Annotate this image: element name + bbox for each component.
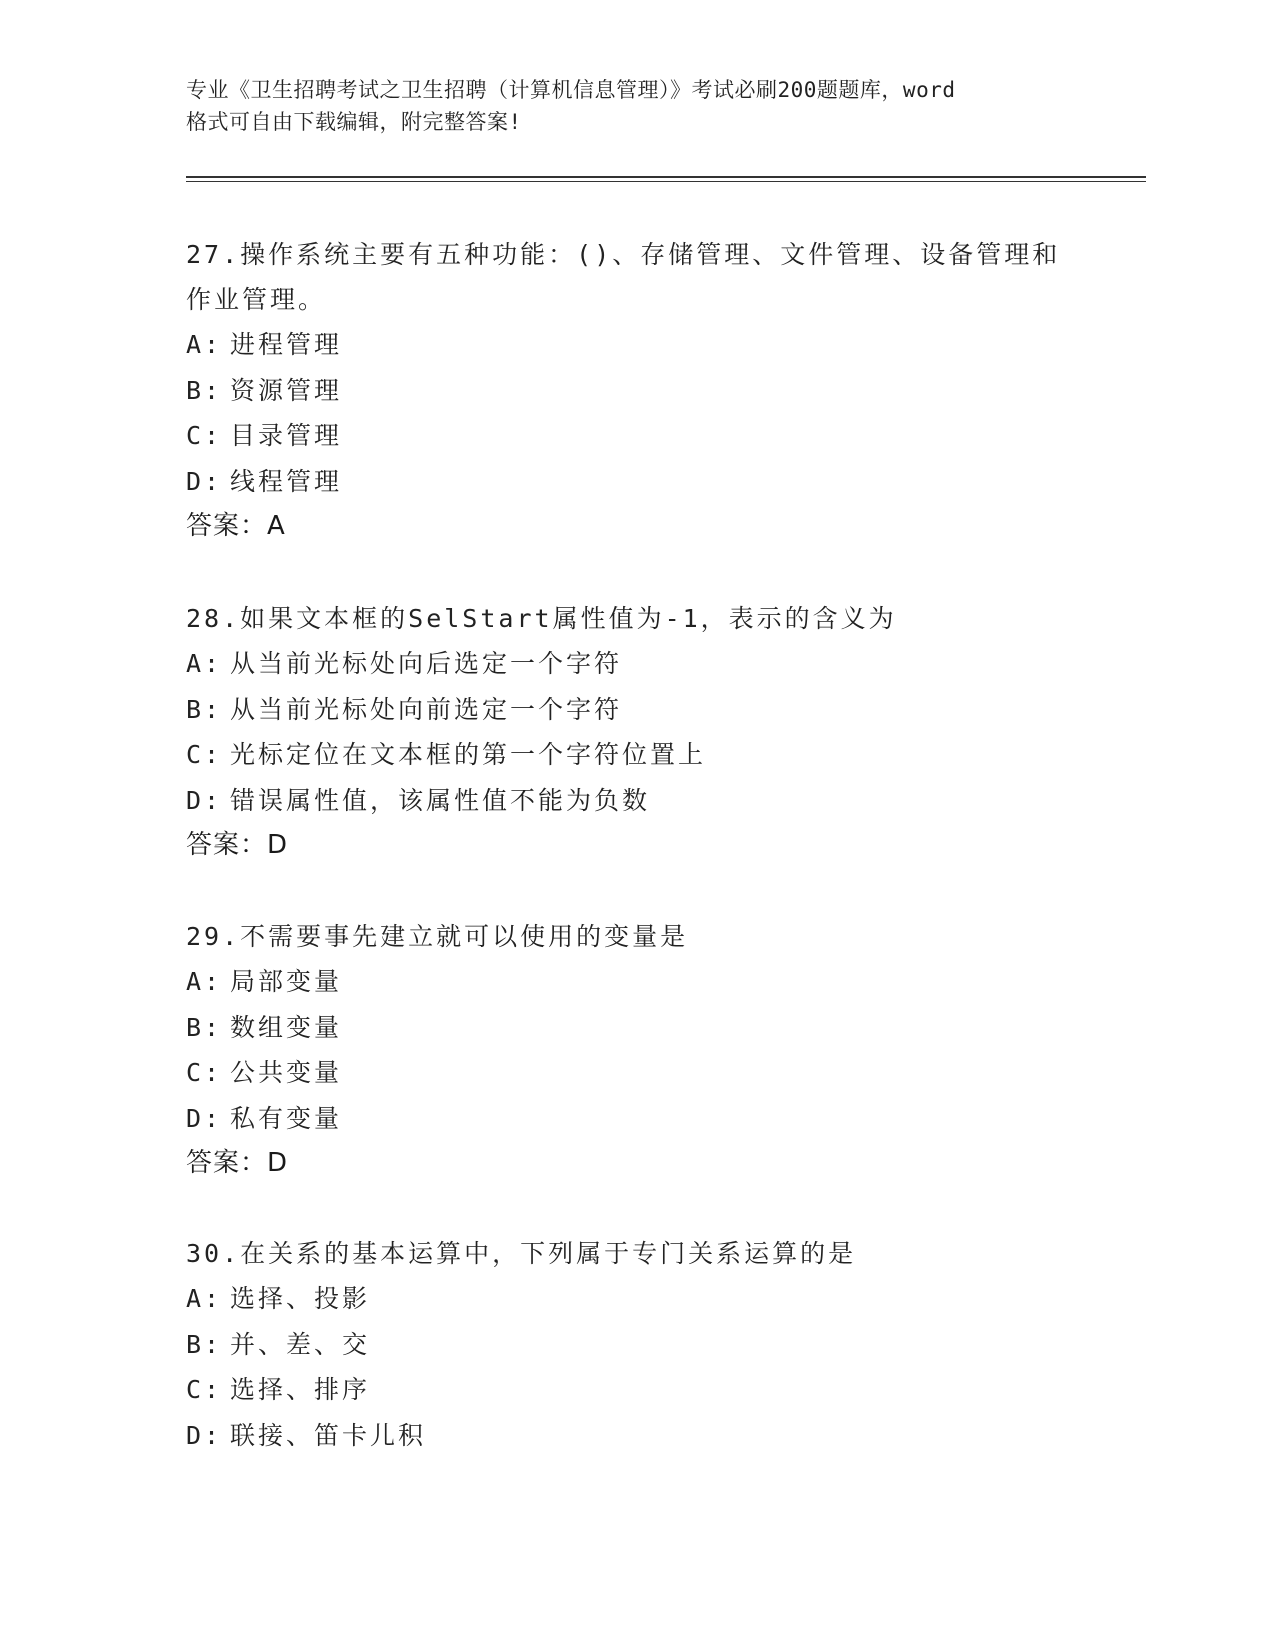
option-text: 选择、投影 bbox=[230, 1284, 371, 1313]
option-c bbox=[186, 413, 1086, 459]
option-c bbox=[186, 1050, 1086, 1096]
option-letter: A: bbox=[186, 330, 223, 359]
question-stem: 28.如果文本框的SelStart属性值为-1，表示的含义为 bbox=[186, 604, 897, 633]
option-letter: A: bbox=[186, 967, 223, 996]
question-stem: 29.不需要事先建立就可以使用的变量是 bbox=[186, 922, 689, 951]
option-text: 选择、排序 bbox=[230, 1375, 371, 1404]
option-text: 光标定位在文本框的第一个字符位置上 bbox=[230, 740, 707, 769]
question-28 bbox=[186, 596, 1086, 868]
option-d bbox=[186, 1413, 1086, 1459]
header-line-1: 专业《卫生招聘考试之卫生招聘（计算机信息管理）》考试必刷200题题库，word bbox=[186, 78, 956, 102]
option-text: 从当前光标处向前选定一个字符 bbox=[230, 694, 623, 724]
option-d bbox=[186, 1096, 1086, 1142]
option-text: 联接、笛卡儿积 bbox=[230, 1420, 427, 1450]
answer-line: 答案：D bbox=[186, 830, 289, 860]
option-d bbox=[186, 459, 1086, 505]
option-text: 目录管理 bbox=[230, 421, 343, 450]
option-letter: D: bbox=[186, 1103, 223, 1133]
question-stem: 27.操作系统主要有五种功能：()、存储管理、文件管理、设备管理和作业管理。 bbox=[186, 240, 1061, 314]
option-letter: C: bbox=[186, 740, 223, 769]
option-letter: B: bbox=[186, 375, 223, 405]
header-divider-thick bbox=[186, 176, 1146, 178]
option-text: 公共变量 bbox=[230, 1058, 343, 1087]
answer-line: 答案：D bbox=[186, 1148, 289, 1178]
option-a bbox=[186, 959, 1086, 1005]
option-text: 进程管理 bbox=[230, 330, 343, 359]
option-c bbox=[186, 732, 1086, 778]
option-text: 错误属性值，该属性值不能为负数 bbox=[230, 785, 651, 815]
document-header bbox=[186, 74, 1086, 138]
option-a bbox=[186, 641, 1086, 687]
option-text: 数组变量 bbox=[230, 1012, 343, 1042]
option-letter: D: bbox=[186, 1420, 223, 1450]
answer-line: 答案：A bbox=[186, 511, 286, 541]
option-text: 并、差、交 bbox=[230, 1329, 371, 1359]
option-b bbox=[186, 1005, 1086, 1051]
option-letter: C: bbox=[186, 1375, 223, 1404]
option-letter: B: bbox=[186, 1329, 223, 1359]
option-text: 资源管理 bbox=[230, 375, 343, 405]
option-letter: D: bbox=[186, 785, 223, 815]
header-line-2: 格式可自由下载编辑，附完整答案! bbox=[186, 110, 522, 134]
option-text: 从当前光标处向后选定一个字符 bbox=[230, 649, 623, 678]
option-a bbox=[186, 322, 1086, 368]
question-stem: 30.在关系的基本运算中，下列属于专门关系运算的是 bbox=[186, 1239, 857, 1268]
option-letter: B: bbox=[186, 694, 223, 724]
option-b bbox=[186, 687, 1086, 733]
question-27 bbox=[186, 232, 1086, 549]
option-text: 线程管理 bbox=[230, 466, 343, 496]
header-divider-thin bbox=[186, 181, 1146, 182]
option-text: 局部变量 bbox=[230, 967, 343, 996]
option-c bbox=[186, 1367, 1086, 1413]
question-30 bbox=[186, 1231, 1086, 1458]
option-letter: C: bbox=[186, 421, 223, 450]
option-a bbox=[186, 1276, 1086, 1322]
option-text: 私有变量 bbox=[230, 1103, 343, 1133]
option-b bbox=[186, 368, 1086, 414]
option-letter: B: bbox=[186, 1012, 223, 1042]
question-29 bbox=[186, 914, 1086, 1186]
option-letter: A: bbox=[186, 649, 223, 678]
option-b bbox=[186, 1322, 1086, 1368]
option-letter: A: bbox=[186, 1284, 223, 1313]
option-d bbox=[186, 778, 1086, 824]
option-letter: C: bbox=[186, 1058, 223, 1087]
option-letter: D: bbox=[186, 466, 223, 496]
